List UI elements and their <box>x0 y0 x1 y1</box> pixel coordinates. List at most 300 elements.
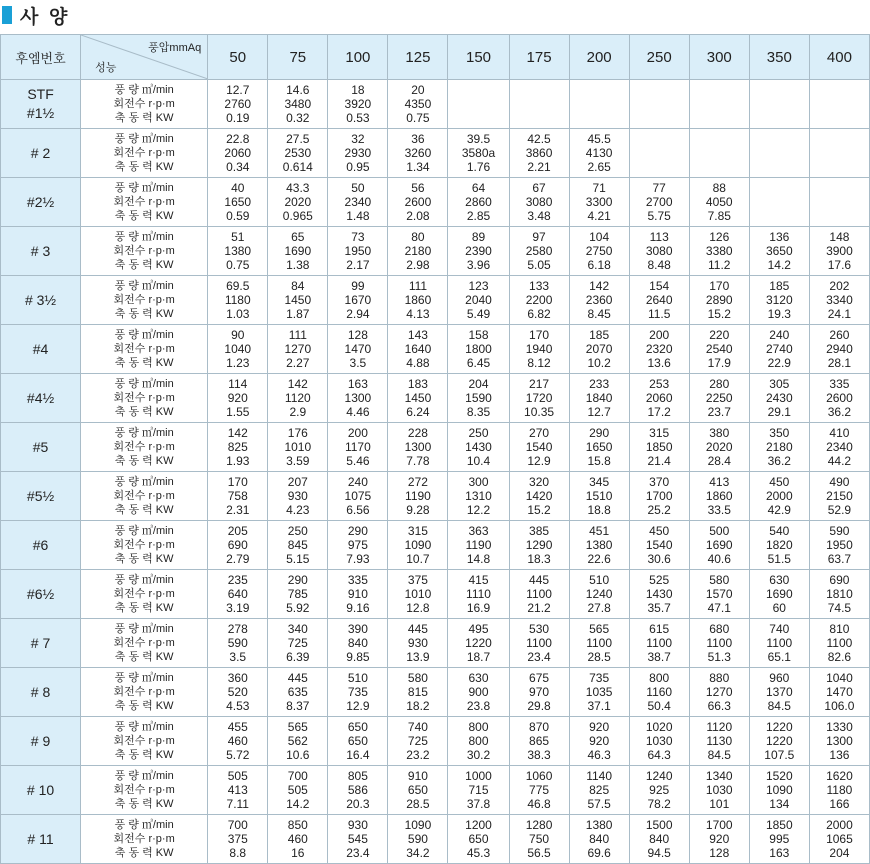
value-cell <box>509 717 569 766</box>
value-cell <box>328 472 388 521</box>
value: 51.3 <box>707 650 731 664</box>
value-cell <box>388 80 448 129</box>
value: 970 <box>529 685 550 699</box>
value: 1850 <box>765 818 793 832</box>
value: 65 <box>291 230 305 244</box>
value-cell <box>749 80 809 129</box>
value: 207 <box>287 475 308 489</box>
value: 2180 <box>404 244 432 258</box>
value: 66.3 <box>707 699 731 713</box>
value: 675 <box>529 671 550 685</box>
model-number-cell <box>1 766 81 815</box>
value: 815 <box>407 685 428 699</box>
value-cell <box>689 423 749 472</box>
value-cell <box>448 521 509 570</box>
value: 1065 <box>826 832 853 846</box>
value-cell <box>388 766 448 815</box>
value: 3.19 <box>226 601 250 615</box>
value: 1100 <box>646 636 673 650</box>
metric-label: 축 동 력 KW <box>114 161 174 173</box>
value: 930 <box>287 489 308 503</box>
value: 6.45 <box>466 356 491 370</box>
value: 4.53 <box>226 699 250 713</box>
value: 590 <box>829 524 850 538</box>
value: 51 <box>231 230 245 244</box>
value-cell <box>509 129 569 178</box>
metric-labels-cell <box>81 129 208 178</box>
metric-label: 회전수 r·p·m <box>113 735 175 747</box>
value-cell <box>208 374 268 423</box>
value: 35.7 <box>647 601 671 615</box>
metric-labels-cell <box>81 619 208 668</box>
value: 1690 <box>284 244 312 258</box>
value: 30.6 <box>647 552 671 566</box>
value: 56.5 <box>527 846 551 860</box>
value: 9.16 <box>346 601 370 615</box>
value: 3.96 <box>466 258 491 272</box>
value: 18 <box>351 83 365 97</box>
value: 36.2 <box>827 405 852 419</box>
value: 1090 <box>765 783 793 797</box>
value: 200 <box>649 328 670 342</box>
value: 1380 <box>585 538 613 552</box>
value-cell <box>328 178 388 227</box>
value: 1520 <box>765 769 793 783</box>
value: 2530 <box>284 146 312 160</box>
value: 29.1 <box>767 405 791 419</box>
value: 12.9 <box>527 454 551 468</box>
value: 4.21 <box>587 209 611 223</box>
value-cell <box>809 570 869 619</box>
value: 1180 <box>224 293 251 307</box>
value: 5.46 <box>346 454 370 468</box>
value: 272 <box>407 475 428 489</box>
value-cell <box>749 668 809 717</box>
value: 880 <box>709 671 730 685</box>
value-cell <box>448 668 509 717</box>
value: 540 <box>769 524 790 538</box>
value: 1090 <box>404 538 432 552</box>
value-cell <box>749 570 809 619</box>
metric-label: 풍 량 ㎥/min <box>114 623 174 635</box>
value-cell <box>208 521 268 570</box>
value: 6.24 <box>406 405 430 419</box>
value: 143 <box>407 328 428 342</box>
value: 51.5 <box>767 552 791 566</box>
value: 12.2 <box>466 503 491 517</box>
value-cell <box>328 227 388 276</box>
value: 700 <box>287 769 308 783</box>
metric-label: 풍 량 ㎥/min <box>114 525 174 537</box>
value: 6.18 <box>587 258 611 272</box>
model-number: # 3½ <box>24 291 57 308</box>
value: 340 <box>287 622 308 636</box>
value: 740 <box>407 720 428 734</box>
value-cell <box>268 766 328 815</box>
value: 114 <box>228 377 248 391</box>
value: 1010 <box>284 440 312 454</box>
value: 0.19 <box>226 111 250 125</box>
value: 5.49 <box>466 307 491 321</box>
table-row <box>1 325 870 374</box>
value: 1.23 <box>226 356 250 370</box>
value: 2.08 <box>406 209 430 223</box>
metric-label: 풍 량 ㎥/min <box>114 574 174 586</box>
value: 690 <box>227 538 248 552</box>
value-cell <box>448 766 509 815</box>
value: 2.9 <box>289 405 307 419</box>
value: 1220 <box>465 636 492 650</box>
value: 1.48 <box>346 209 370 223</box>
value: 1430 <box>465 440 492 454</box>
value-cell <box>629 129 689 178</box>
value: 3380 <box>705 244 733 258</box>
value-cell <box>629 668 689 717</box>
value: 1010 <box>404 587 432 601</box>
value: 1450 <box>404 391 432 405</box>
metric-label: 풍 량 ㎥/min <box>114 84 174 96</box>
value-cell <box>268 619 328 668</box>
value: 176 <box>287 426 308 440</box>
metric-labels-cell <box>81 227 208 276</box>
model-column-header: 후엠번호 <box>1 35 81 80</box>
value: 413 <box>227 783 248 797</box>
value: 1100 <box>526 587 552 601</box>
value: 40.6 <box>707 552 731 566</box>
value: 22.6 <box>587 552 611 566</box>
value-cell <box>569 423 629 472</box>
value: 4130 <box>585 146 613 160</box>
value: 520 <box>227 685 248 699</box>
value: 680 <box>709 622 730 636</box>
value-cell <box>809 766 869 815</box>
value-cell <box>208 668 268 717</box>
value-cell <box>208 129 268 178</box>
value-cell <box>388 815 448 864</box>
model-number: # 7 <box>30 634 51 651</box>
value: 1540 <box>525 440 553 454</box>
value: 785 <box>287 587 308 601</box>
value: 1075 <box>344 489 372 503</box>
metric-label: 축 동 력 KW <box>114 259 174 271</box>
value-cell <box>689 325 749 374</box>
value: 71 <box>592 181 606 195</box>
metric-label: 축 동 력 KW <box>114 406 174 418</box>
value: 775 <box>529 783 550 797</box>
value-cell <box>809 325 869 374</box>
value-cell <box>629 619 689 668</box>
value-cell <box>448 227 509 276</box>
value: 2760 <box>224 97 252 111</box>
pressure-header: 100 <box>328 35 388 80</box>
value: 370 <box>649 475 670 489</box>
value: 46.8 <box>527 797 551 811</box>
value: 4050 <box>705 195 733 209</box>
value: 1430 <box>645 587 673 601</box>
value: 630 <box>769 573 790 587</box>
value: 6.56 <box>346 503 370 517</box>
model-number: # 10 <box>26 781 55 798</box>
value: 24.1 <box>827 307 852 321</box>
value: 6.39 <box>286 650 310 664</box>
metric-labels-cell <box>81 325 208 374</box>
metric-label: 회전수 r·p·m <box>113 784 175 796</box>
value: 735 <box>589 671 610 685</box>
value: 204 <box>468 377 489 391</box>
value: 1.93 <box>226 454 250 468</box>
value: 1030 <box>645 734 673 748</box>
value: 11.5 <box>647 307 671 321</box>
value: 1160 <box>646 685 673 699</box>
metric-labels-cell <box>81 717 208 766</box>
model-number-cell <box>1 521 81 570</box>
value: 235 <box>227 573 248 587</box>
value: 250 <box>468 426 489 440</box>
pressure-header: 300 <box>689 35 749 80</box>
value: 17.2 <box>647 405 671 419</box>
value: 97 <box>532 230 546 244</box>
value: 1100 <box>526 636 552 650</box>
table-row <box>1 668 870 717</box>
value: 10.2 <box>587 356 611 370</box>
value: 23.4 <box>346 846 370 860</box>
metric-label: 축 동 력 KW <box>114 749 174 761</box>
value: 3580a <box>461 146 496 160</box>
value: 800 <box>649 671 670 685</box>
value: 290 <box>347 524 368 538</box>
value-cell <box>268 80 328 129</box>
model-number: #6 <box>32 536 49 553</box>
value-cell <box>569 374 629 423</box>
value-cell <box>809 619 869 668</box>
value-cell <box>809 668 869 717</box>
value: 240 <box>347 475 368 489</box>
value: 960 <box>769 671 790 685</box>
metric-label: 축 동 력 KW <box>114 308 174 320</box>
value-cell <box>388 129 448 178</box>
value-cell <box>509 178 569 227</box>
value-cell <box>569 717 629 766</box>
value: 42.9 <box>767 503 791 517</box>
value: 1840 <box>585 391 613 405</box>
metric-label: 풍 량 ㎥/min <box>114 182 174 194</box>
value: 1060 <box>525 769 553 783</box>
table-row <box>1 570 870 619</box>
value: 6.82 <box>527 307 551 321</box>
value: 200 <box>347 426 368 440</box>
value: 128 <box>347 328 368 342</box>
value: 1540 <box>645 538 673 552</box>
value: 562 <box>287 734 308 748</box>
value: 64.3 <box>647 748 671 762</box>
value: 142 <box>589 279 610 293</box>
value: 2890 <box>705 293 733 307</box>
metric-label: 회전수 r·p·m <box>113 490 175 502</box>
model-number: # 3 <box>30 242 51 259</box>
value: 18.8 <box>587 503 611 517</box>
value: 23.8 <box>466 699 491 713</box>
value: 2020 <box>284 195 312 209</box>
value: 204 <box>829 846 850 860</box>
model-number-cell <box>1 423 81 472</box>
metric-labels-cell <box>81 423 208 472</box>
value-cell <box>328 374 388 423</box>
value: 870 <box>529 720 550 734</box>
value: 360 <box>227 671 248 685</box>
value: 2930 <box>344 146 372 160</box>
value: 290 <box>287 573 308 587</box>
value-cell <box>749 619 809 668</box>
pressure-header: 250 <box>629 35 689 80</box>
value: 12.7 <box>587 405 611 419</box>
value: 800 <box>468 720 489 734</box>
value-cell <box>208 423 268 472</box>
value: 205 <box>227 524 248 538</box>
value: 995 <box>769 832 790 846</box>
value: 0.34 <box>226 160 250 174</box>
value: 15.2 <box>707 307 731 321</box>
value: 30.2 <box>466 748 491 762</box>
value: 1470 <box>826 685 853 699</box>
value: 0.32 <box>286 111 310 125</box>
value: 1370 <box>765 685 793 699</box>
value: 14.2 <box>286 797 310 811</box>
value: 14.8 <box>466 552 491 566</box>
value: 455 <box>227 720 248 734</box>
table-row <box>1 521 870 570</box>
value-cell <box>689 80 749 129</box>
value-cell <box>569 129 629 178</box>
value: 18.3 <box>527 552 551 566</box>
value: 17.9 <box>707 356 731 370</box>
value: 345 <box>589 475 610 489</box>
metric-label: 풍 량 ㎥/min <box>114 427 174 439</box>
metric-label: 회전수 r·p·m <box>113 588 175 600</box>
value: 36 <box>411 132 425 146</box>
value: 2540 <box>705 342 733 356</box>
value: 8.48 <box>647 258 671 272</box>
value: 2.94 <box>346 307 370 321</box>
value: 233 <box>589 377 610 391</box>
value: 13.9 <box>406 650 430 664</box>
metric-label: 회전수 r·p·m <box>113 343 175 355</box>
value: 1240 <box>645 769 673 783</box>
value-cell <box>749 325 809 374</box>
value: 3120 <box>765 293 793 307</box>
value-cell <box>809 717 869 766</box>
value: 3080 <box>645 244 673 258</box>
value: 3.5 <box>229 650 247 664</box>
value: 52.9 <box>827 503 852 517</box>
value-cell <box>749 717 809 766</box>
value-cell <box>388 619 448 668</box>
value: 5.05 <box>527 258 551 272</box>
value: 2740 <box>765 342 793 356</box>
metric-label: 풍 량 ㎥/min <box>114 721 174 733</box>
value: 17.6 <box>827 258 852 272</box>
value: 1190 <box>405 489 431 503</box>
value: 1300 <box>344 391 372 405</box>
value: 800 <box>468 734 489 748</box>
value-cell <box>328 423 388 472</box>
value-cell <box>629 570 689 619</box>
value: 80 <box>411 230 425 244</box>
value: 450 <box>649 524 670 538</box>
value: 163 <box>347 377 368 391</box>
value: 3260 <box>404 146 432 160</box>
value: 56 <box>411 181 425 195</box>
value: 1450 <box>284 293 312 307</box>
value: 7.93 <box>346 552 370 566</box>
metric-labels-cell <box>81 766 208 815</box>
value-cell <box>749 227 809 276</box>
value: 28.5 <box>587 650 611 664</box>
metric-labels-cell <box>81 80 208 129</box>
metric-label: 회전수 r·p·m <box>113 196 175 208</box>
value: 925 <box>649 783 670 797</box>
value: 270 <box>529 426 550 440</box>
value: 136 <box>769 230 790 244</box>
value-cell <box>809 472 869 521</box>
value-cell <box>388 668 448 717</box>
value: 1130 <box>706 734 733 748</box>
value: 2150 <box>826 489 853 503</box>
value: 1270 <box>284 342 312 356</box>
value: 305 <box>769 377 790 391</box>
pressure-header: 400 <box>809 35 869 80</box>
value-cell <box>629 227 689 276</box>
value-cell <box>448 276 509 325</box>
value: 23.4 <box>527 650 551 664</box>
value: 45.5 <box>587 132 611 146</box>
value-cell <box>448 129 509 178</box>
value: 0.59 <box>226 209 250 223</box>
value: 2.85 <box>466 209 491 223</box>
value: 825 <box>589 783 610 797</box>
value-cell <box>509 815 569 864</box>
value: 21.2 <box>527 601 551 615</box>
value-cell <box>328 521 388 570</box>
value: 21.4 <box>647 454 671 468</box>
value: 33.5 <box>707 503 731 517</box>
table-row <box>1 766 870 815</box>
value: 34.2 <box>406 846 430 860</box>
value: 73 <box>351 230 365 244</box>
value: 1500 <box>645 818 673 832</box>
value-cell <box>569 472 629 521</box>
value-cell <box>208 227 268 276</box>
value-cell <box>388 423 448 472</box>
value: 5.72 <box>226 748 250 762</box>
model-number-cell <box>1 80 81 129</box>
value: 8.8 <box>229 846 247 860</box>
value-cell <box>689 570 749 619</box>
value: 1.87 <box>286 307 310 321</box>
value: 7.78 <box>406 454 430 468</box>
value-cell <box>328 325 388 374</box>
value-cell <box>689 766 749 815</box>
value-cell <box>629 80 689 129</box>
value: 123 <box>468 279 489 293</box>
value-cell <box>809 423 869 472</box>
value: 183 <box>407 377 428 391</box>
section-title <box>2 0 69 30</box>
value: 7.11 <box>226 797 249 811</box>
value: 1340 <box>705 769 733 783</box>
value-cell <box>809 815 869 864</box>
table-row <box>1 374 870 423</box>
value: 82.6 <box>827 650 852 664</box>
